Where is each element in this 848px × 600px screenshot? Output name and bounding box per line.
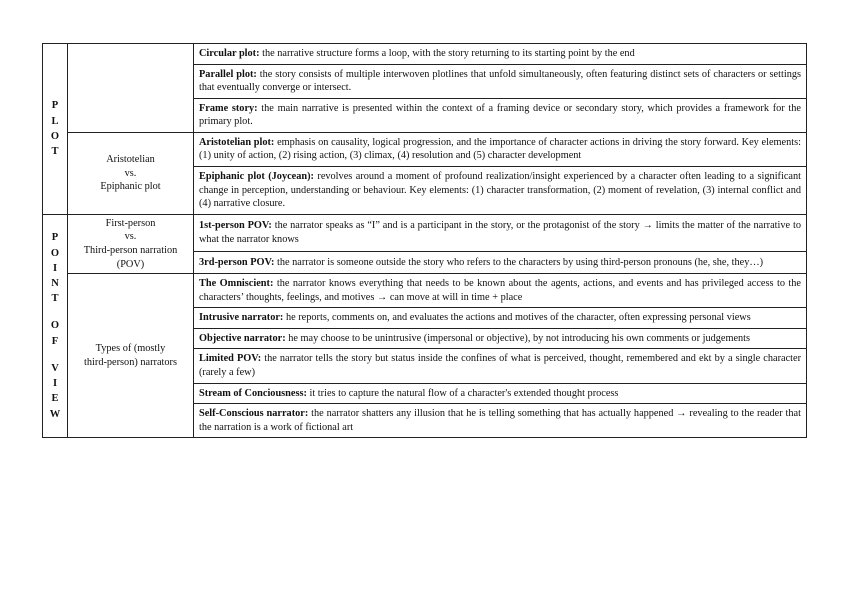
entry-stream-of-consciousness xyxy=(194,383,807,404)
entry-text: it tries to capture the natural flow of a character's extended thought process xyxy=(306,387,619,399)
entry-text: the story consists of multiple interwoven plotlines that unfold simultaneously, often featuring distinct sets of characters or settings that eventually converge or intersect. xyxy=(199,68,802,94)
table-row xyxy=(43,274,807,308)
plot-structures-group-label xyxy=(68,44,194,133)
section-letter: I xyxy=(52,378,58,390)
entry-first-person-pov xyxy=(194,214,807,251)
first-vs-third-person-label xyxy=(68,214,194,273)
entry-limited-pov xyxy=(194,349,807,383)
entry-text: the main narrative is presented within the context of a framing device or secondary story, which provides a framework for the primary plot. xyxy=(199,102,801,128)
section-letter: W xyxy=(49,408,61,420)
entry-term: Aristotelian plot: xyxy=(199,136,275,148)
entry-text: the narrator speaks as “I” and is a participant in the story, or the protagonist of the story → limits the matter of the narrative to what the narrator knows xyxy=(199,220,801,245)
entry-omniscient xyxy=(194,274,807,308)
entry-text: the narrator is someone outside the story who refers to the characters by using third-person pronouns (he, she, they…) xyxy=(274,256,764,268)
section-letter: F xyxy=(51,335,59,347)
point-of-view-section-label xyxy=(43,214,68,438)
entry-text: the narrative structure forms a loop, with the story returning to its starting point by the end xyxy=(259,48,635,59)
entry-aristotelian-plot xyxy=(194,132,807,166)
group-label-line: Aristotelian xyxy=(106,153,155,165)
entry-text: emphasis on causality, logical progression, and the importance of character actions in driving the story forward. Key elements: (1) unity of action, (2) rising action, (3) climax, (4) resolution and (5) character development xyxy=(199,136,802,162)
group-label-line: First-person xyxy=(105,217,156,229)
entry-term: Objective narrator: xyxy=(199,332,286,344)
section-letter: O xyxy=(50,320,60,332)
entry-text: the narrator tells the story but status inside the confines of what is perceived, thought, remembered and ekt by a single character (rarely a few) xyxy=(199,353,801,378)
entry-parallel-plot xyxy=(194,64,807,98)
entry-self-conscious-narrator xyxy=(194,404,807,438)
entry-term: The Omniscient: xyxy=(199,278,274,290)
section-letter: P xyxy=(51,100,59,112)
word-gap xyxy=(43,306,67,318)
entry-third-person-pov xyxy=(194,251,807,273)
table-row xyxy=(43,214,807,251)
group-label-line: Types of (mostly xyxy=(95,343,166,355)
group-label-line: third-person) narrators xyxy=(84,356,177,368)
group-label-line: Epiphanic plot xyxy=(100,181,161,193)
section-letter: V xyxy=(51,362,59,374)
group-label-line: vs. xyxy=(124,167,137,179)
section-letter: O xyxy=(50,130,60,142)
entry-term: Limited POV: xyxy=(199,353,262,365)
group-label-line: (POV) xyxy=(116,258,145,270)
entry-term: Frame story: xyxy=(199,102,258,114)
entry-term: Epiphanic plot (Joycean): xyxy=(199,171,314,183)
section-letter: E xyxy=(51,393,59,405)
section-letter: T xyxy=(51,293,59,305)
entry-objective-narrator xyxy=(194,328,807,349)
group-label-line: Third-person narration xyxy=(83,244,178,256)
section-letter: N xyxy=(51,277,59,289)
aristotelian-vs-epiphanic-label xyxy=(68,132,194,214)
table-row xyxy=(43,132,807,166)
entry-circular-plot xyxy=(194,44,807,65)
group-label-line: vs. xyxy=(124,231,137,243)
entry-frame-story xyxy=(194,98,807,132)
table-row xyxy=(43,44,807,65)
narrator-types-label xyxy=(68,274,194,438)
section-letter: L xyxy=(51,115,59,127)
section-letter: T xyxy=(51,146,59,158)
entry-text: the narrator shatters any illusion that he is telling something that has actually happened → revealing to the reader that the narration is a work of fictional art xyxy=(199,408,801,433)
section-letter: P xyxy=(51,232,59,244)
narrative-concepts-table xyxy=(42,43,807,438)
plot-section-label xyxy=(43,44,68,215)
entry-term: 3rd-person POV: xyxy=(199,256,275,268)
entry-text: he may choose to be unintrusive (impersonal or objective), by not introducing his own comments or judgements xyxy=(285,332,751,344)
section-letter: O xyxy=(50,247,60,259)
entry-text: the narrator knows everything that needs to be known about the agents, actions, and events and has privileged access to the characters’ thoughts, feelings, and motives → can move at will in time + place xyxy=(199,278,801,303)
entry-term: Self-Conscious narrator: xyxy=(199,408,309,420)
entry-epiphanic-plot xyxy=(194,167,807,215)
word-gap xyxy=(43,349,67,361)
entry-term: Parallel plot: xyxy=(199,68,257,80)
entry-term: Circular plot: xyxy=(199,48,260,59)
section-letter: I xyxy=(52,262,58,274)
entry-intrusive-narrator xyxy=(194,308,807,329)
entry-term: 1st-person POV: xyxy=(199,220,272,232)
entry-term: Intrusive narrator: xyxy=(199,312,284,324)
entry-text: revolves around a moment of profound realization/insight experienced by a character often leading to a significant change in perception, understanding or behaviour. Key elements: (1) character transformation, (2) moment of revelation, (3) internal conflict and (4) narrative closure. xyxy=(199,171,801,210)
entry-text: he reports, comments on, and evaluates the actions and motives of the character, often expressing personal views xyxy=(283,312,751,324)
entry-term: Stream of Conciousness: xyxy=(199,387,307,399)
